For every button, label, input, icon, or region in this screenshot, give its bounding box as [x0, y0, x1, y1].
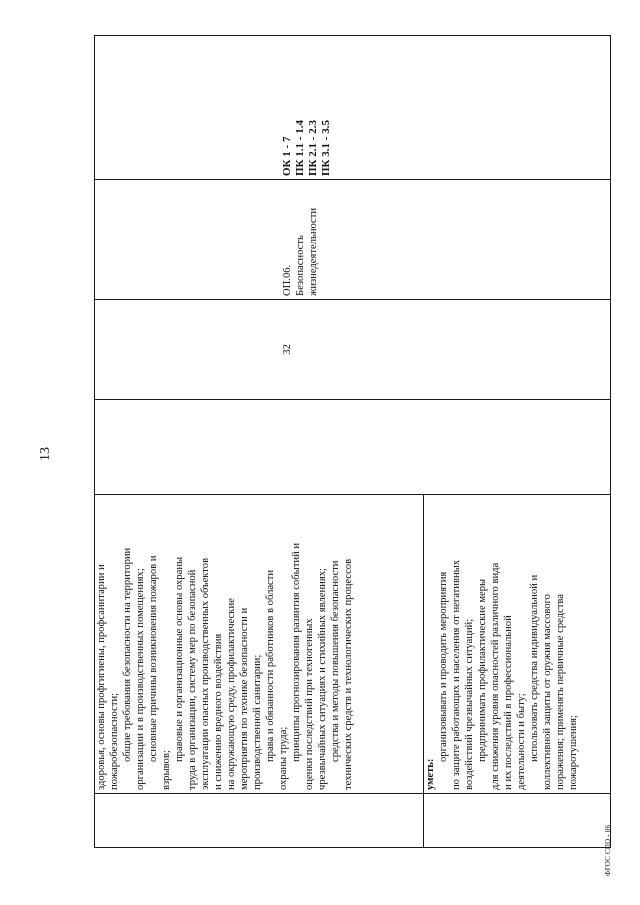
- skills-line: воздействий чрезвычайных ситуаций;: [464, 618, 475, 790]
- knowledge-line: основные причины возникновения пожаров и: [148, 555, 159, 762]
- hours-cell: [95, 300, 611, 400]
- discipline-index: ОП.06.: [282, 264, 293, 296]
- knowledge-line: технических средств и технологических процессов: [343, 558, 354, 790]
- knowledge-line: мероприятия по технике безопасности и: [239, 607, 250, 790]
- knowledge-line: правовые и организационные основы охраны: [174, 556, 185, 762]
- skills-line: организовывать и проводить мероприятия: [438, 571, 449, 762]
- code-cell-skills: [424, 794, 611, 848]
- knowledge-line: права и обязанности работников в области: [265, 569, 276, 762]
- knowledge-list: [95, 498, 355, 790]
- standard-code: ФГОС СПО - 06: [604, 824, 612, 876]
- knowledge-line: принципы прогнозирования развития событий и: [291, 543, 302, 762]
- knowledge-line: охраны труда;: [278, 726, 289, 790]
- hours-value: 32: [282, 344, 293, 355]
- code-cell: [95, 794, 424, 848]
- skills-line: и их последствий в профессиональной: [503, 615, 514, 790]
- knowledge-line: и снижению вредного воздействия: [213, 633, 224, 790]
- competency-pk3: ПК 3.1 - 3.5: [320, 120, 332, 176]
- max-load-cell: [95, 400, 611, 495]
- discipline-cell: [95, 180, 611, 300]
- knowledge-line: труда в организации, систему мер по безопасной: [187, 569, 198, 790]
- competencies-cell: [95, 36, 611, 180]
- skills-line: поражения; применять первичные средства: [555, 594, 566, 790]
- knowledge-line: общие требования безопасности на территории: [122, 547, 133, 762]
- skills-line: для снижения уровня опасностей различного вида: [490, 562, 501, 790]
- skills-line: деятельности и быту;: [516, 693, 527, 790]
- knowledge-line: эксплуатации опасных производственных объектов: [200, 557, 211, 790]
- discipline-name-line-1: Безопасность: [295, 235, 306, 296]
- knowledge-line: оценки последствий при техногенных: [304, 618, 315, 790]
- knowledge-line: пожаробезопасности;: [109, 692, 120, 790]
- curriculum-table: [94, 35, 611, 848]
- table-row-knowledge: [95, 36, 424, 848]
- knowledge-line: производственной санитарии;: [252, 654, 263, 790]
- knowledge-cell: [95, 495, 424, 794]
- competency-pk1: ПК 1.1 - 1.4: [294, 120, 306, 176]
- knowledge-line: чрезвычайных ситуациях и стихийных явлениях;: [317, 568, 328, 790]
- page-number: 13: [38, 447, 53, 461]
- skills-line: пожаротушения;: [568, 715, 579, 790]
- skills-line: использовать средства индивидуальной и: [529, 574, 540, 762]
- knowledge-line: организации и в производственных помещениях;: [135, 568, 146, 790]
- skills-line: предпринимать профилактические меры: [477, 578, 488, 762]
- skills-cell: [424, 495, 611, 794]
- competency-pk2: ПК 2.1 - 2.3: [307, 120, 319, 176]
- skills-line: по защите работающих и населения от негативных: [451, 559, 462, 790]
- skills-line: коллективной защиты от оружия массового: [542, 594, 553, 790]
- skills-heading: уметь:: [425, 758, 436, 790]
- knowledge-line: средства и методы повышения безопасности: [330, 560, 341, 762]
- discipline-name-line-2: жизнедеятельности: [308, 207, 319, 296]
- competency-ok: ОК 1 - 7: [281, 136, 293, 176]
- knowledge-line: взрывов;: [161, 750, 172, 790]
- knowledge-line: здоровья, основы профгигиены, профсанитарии и: [96, 564, 107, 790]
- skills-list: [437, 498, 580, 790]
- document-page: [38, 34, 616, 876]
- knowledge-line: на окружающую среду, профилактические: [226, 598, 237, 790]
